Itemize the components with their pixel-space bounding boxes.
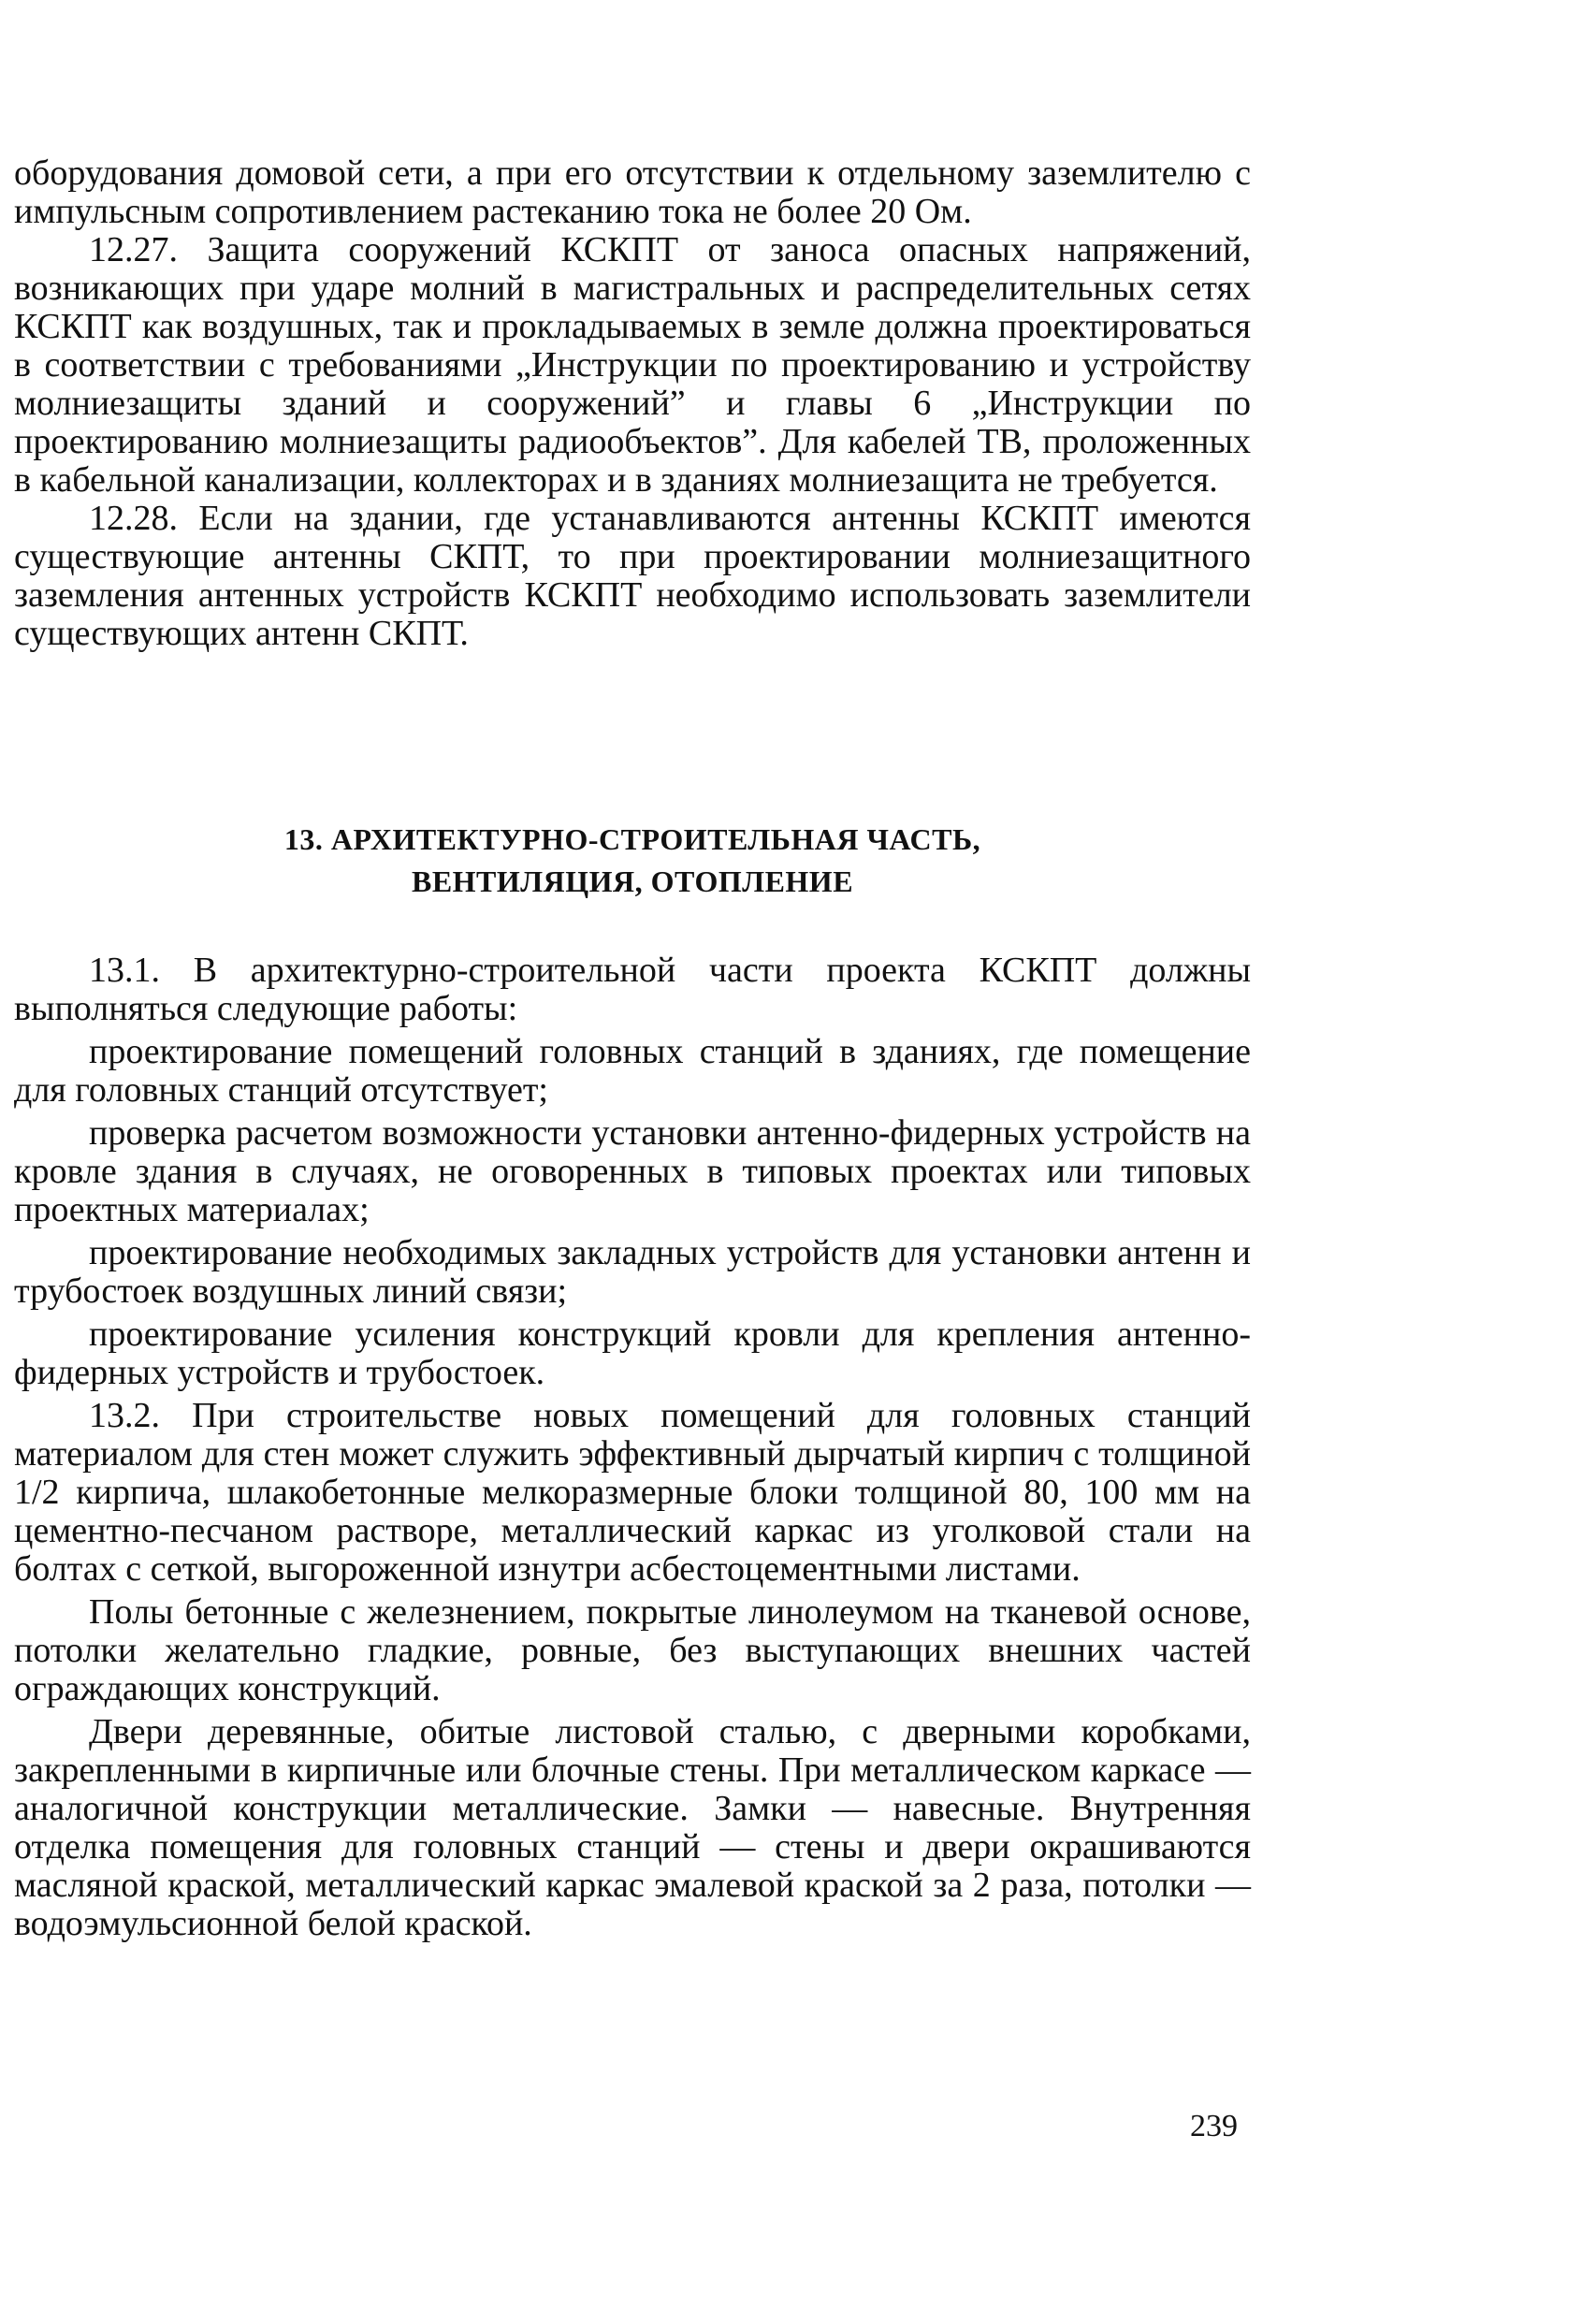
paragraph-continuation: оборудования домовой сети, а при его отсутствии к отдельному заземлителю с импульсным сопротивлением растеканию тока не более 20 Ом. (14, 153, 1251, 231)
heading-line-1: 13. АРХИТЕКТУРНО-СТРОИТЕЛЬНАЯ ЧАСТЬ, (283, 822, 981, 856)
paragraph-12-27: 12.27. Защита сооружений КСКПТ от заноса опасных напряжений, возникающих при ударе молний в магистральных и распределительных сетях КСКПТ как воздушных, так и прокладываемых в земле должна проектироваться в соответствии с требованиями „Инструкции по проектированию и устройству молниезащиты зданий и сооружений” и главы 6 „Инструкции по проектированию молниезащиты радиообъектов”. Для кабелей ТВ, проложенных в кабельной канализации, коллекторах и в зданиях молниезащита не требуется. (14, 230, 1251, 500)
heading-line-2: ВЕНТИЛЯЦИЯ, ОТОПЛЕНИЕ (411, 864, 854, 898)
list-item-4: проектирование усиления конструкций кровли для крепления антенно-фидерных устройств и трубостоек. (14, 1315, 1251, 1392)
list-item-1: проектирование помещений головных станций в зданиях, где помещение для головных станций отсутствует; (14, 1032, 1251, 1110)
paragraph-13-1: 13.1. В архитектурно-строительной части проекта КСКПТ должны выполняться следующие работы: (14, 951, 1251, 1028)
paragraph-doors: Двери деревянные, обитые листовой сталью, с дверными коробками, закрепленными в кирпичные или блочные стены. При металлическом каркасе — аналогичной конструкции металлические. Замки — навесные. Внутренняя отделка помещения для головных станций — стены и двери окрашиваются масляной краской, металлический каркас эмалевой краской за 2 раза, потолки — водоэмульсионной белой краской. (14, 1712, 1251, 1943)
list-item-3: проектирование необходимых закладных устройств для установки антенн и трубостоек воздушных линий связи; (14, 1233, 1251, 1311)
paragraph-13-2: 13.2. При строительстве новых помещений для головных станций материалом для стен может служить эффективный дырчатый кирпич с толщиной 1/2 кирпича, шлакобетонные мелкоразмерные блоки толщиной 80, 100 мм на цементно-песчаном растворе, металлический каркас из уголковой стали на болтах с сеткой, выгороженной изнутри асбестоцементными листами. (14, 1396, 1251, 1589)
list-item-2: проверка расчетом возможности установки антенно-фидерных устройств на кровле здания в случаях, не оговоренных в типовых проектах или типовых проектных материалах; (14, 1113, 1251, 1229)
paragraph-12-28: 12.28. Если на здании, где устанавливаются антенны КСКПТ имеются существующие антенны СКПТ, то при проектировании молниезащитного заземления антенных устройств КСКПТ необходимо использовать заземлители существующих антенн СКПТ. (14, 499, 1251, 653)
section-13-heading (14, 819, 1251, 903)
section-12-text (14, 154, 1251, 653)
paragraph-floors: Полы бетонные с железнением, покрытые линолеумом на тканевой основе, потолки желательно гладкие, ровные, без выступающих внешних частей ограждающих конструкций. (14, 1592, 1251, 1708)
page-number: 239 (1190, 2109, 1238, 2143)
section-13-text (14, 951, 1251, 1948)
